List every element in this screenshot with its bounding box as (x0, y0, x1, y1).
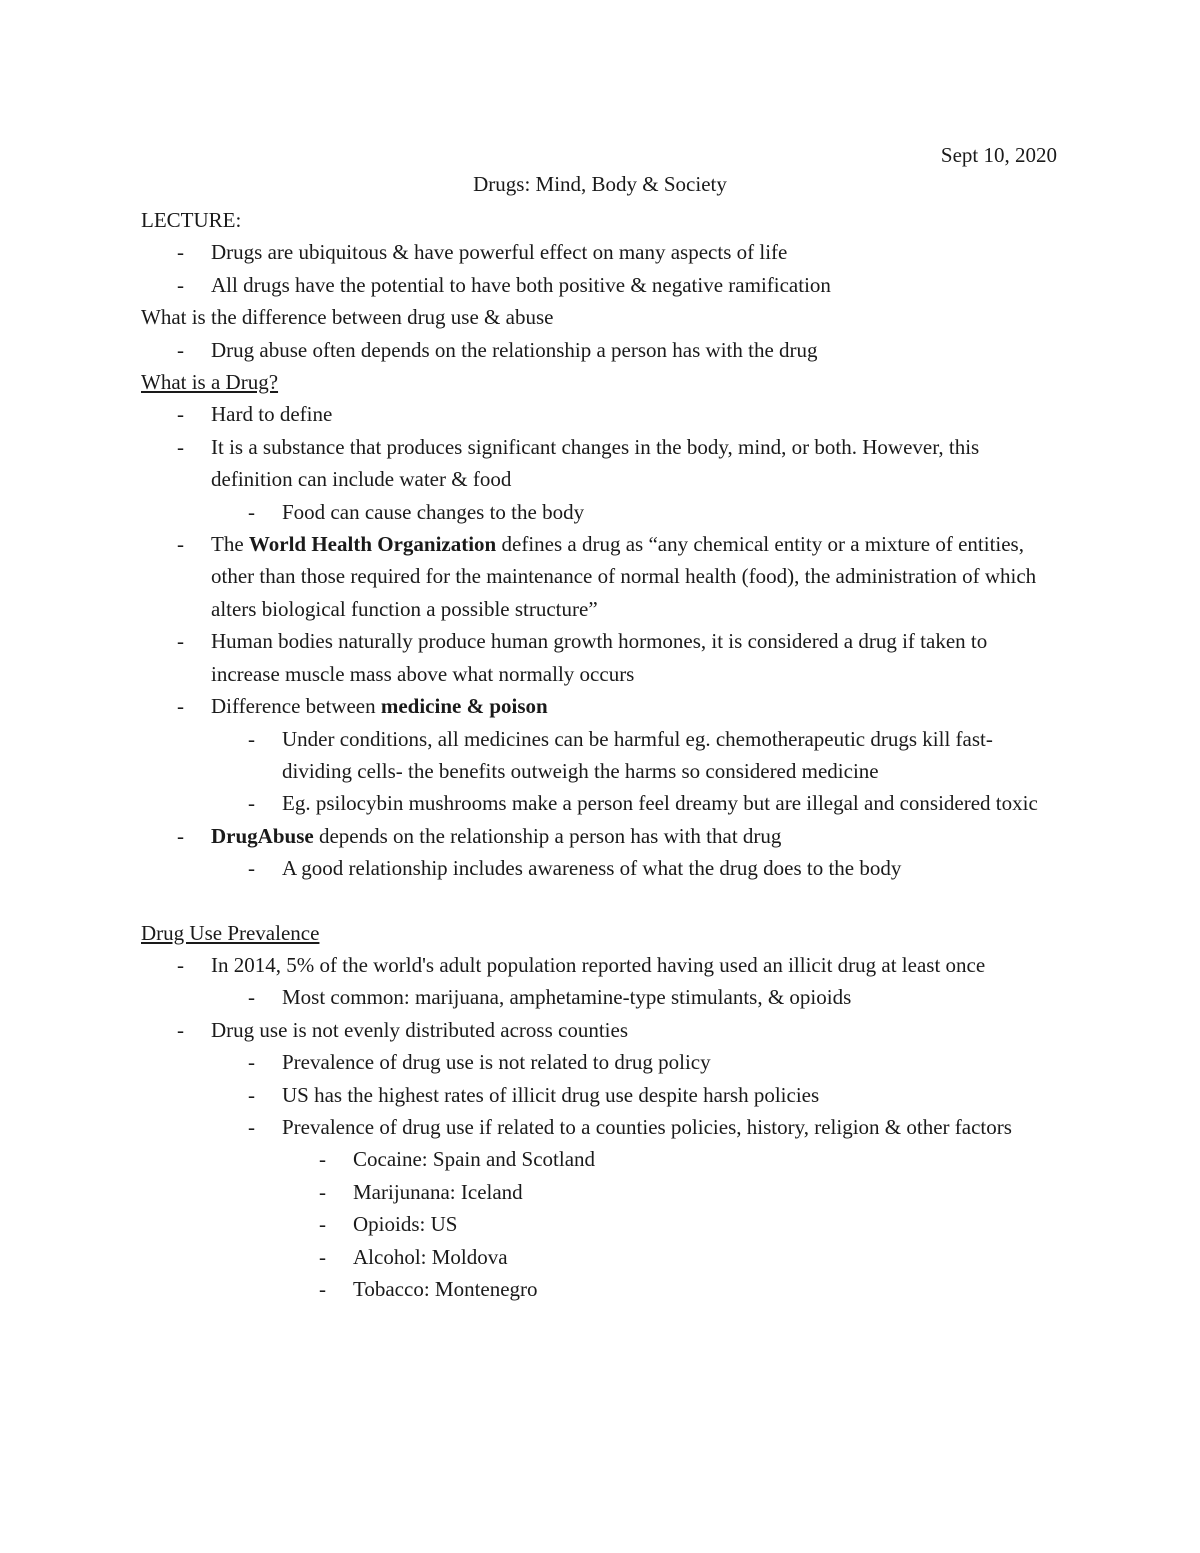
date: Sept 10, 2020 (940, 143, 1057, 167)
bullet-dash: - (177, 402, 184, 427)
list-item: - US has the highest rates of illicit drug use despite harsh policies (282, 1079, 1061, 1111)
list-item: - In 2014, 5% of the world's adult population reported having used an illicit drug at least once (211, 949, 1061, 981)
list-item-country: - Tobacco: Montenegro (353, 1273, 1061, 1305)
bullet-dash: - (248, 791, 255, 816)
bullet-dash: - (248, 499, 255, 524)
page-title: Drugs: Mind, Body & Society (473, 172, 727, 196)
bullet-dash: - (248, 1050, 255, 1075)
lecture-heading: LECTURE: (141, 208, 242, 232)
list-item: - Drugs are ubiquitous & have powerful effect on many aspects of life (211, 236, 1061, 268)
bullet-dash: - (248, 985, 255, 1010)
bullet-dash: - (248, 1114, 255, 1139)
list-item: - Most common: marijuana, amphetamine-type stimulants, & opioids (282, 981, 1061, 1013)
list-item: - Human bodies naturally produce human growth hormones, it is considered a drug if taken to increase muscle mass above what normally occurs (211, 625, 1061, 690)
bullet-dash: - (319, 1277, 326, 1301)
list-item-country: - Alcohol: Moldova (353, 1241, 1061, 1273)
list-item: - Prevalence of drug use is not related to drug policy (282, 1046, 1061, 1078)
bullet-dash: - (248, 856, 255, 881)
bullet-dash: - (319, 1244, 326, 1269)
list-item: - Eg. psilocybin mushrooms make a person feel dreamy but are illegal and considered toxic (282, 787, 1061, 819)
list-item: - Drug abuse often depends on the relationship a person has with the drug (211, 334, 1061, 366)
list-item: - DrugAbuse depends on the relationship a person has with that drug (211, 820, 1061, 852)
list-item: - Food can cause changes to the body (282, 496, 1061, 528)
section-heading-what-is-a-drug: What is a Drug? (141, 370, 279, 395)
list-item-country: - Marijunana: Iceland (353, 1176, 1061, 1208)
list-item: - Prevalence of drug use if related to a counties policies, history, religion & other factors (282, 1111, 1061, 1143)
bullet-dash: - (177, 272, 184, 297)
list-item: - All drugs have the potential to have both positive & negative ramification (211, 269, 1061, 301)
question-heading: What is the difference between drug use & abuse (141, 305, 554, 330)
bullet-dash: - (177, 952, 184, 977)
list-item: - It is a substance that produces significant changes in the body, mind, or both. However, this definition can include water & food (211, 431, 1061, 496)
list-item-country: - Opioids: US (353, 1208, 1061, 1240)
section-heading-drug-use-prevalence: Drug Use Prevalence (141, 920, 320, 945)
notes-body (141, 204, 1061, 1305)
bullet-dash: - (177, 694, 184, 719)
bullet-dash: - (248, 1082, 255, 1107)
bullet-dash: - (177, 823, 184, 848)
blank-line (141, 885, 1061, 917)
bullet-dash: - (177, 240, 184, 265)
list-item-country: - Cocaine: Spain and Scotland (353, 1143, 1061, 1175)
bullet-dash: - (177, 532, 184, 557)
bullet-dash: - (177, 629, 184, 654)
bullet-dash: - (177, 434, 184, 459)
list-item: - A good relationship includes awareness of what the drug does to the body (282, 852, 1061, 884)
list-item: - Hard to define (211, 398, 1061, 430)
bullet-dash: - (177, 337, 184, 362)
list-item: - Under conditions, all medicines can be harmful eg. chemotherapeutic drugs kill fast-dividing cells- the benefits outweigh the harms so considered medicine (282, 723, 1061, 788)
list-item: - Difference between medicine & poison (211, 690, 1061, 722)
bullet-dash: - (319, 1147, 326, 1172)
bullet-dash: - (319, 1212, 326, 1237)
list-item: - The World Health Organization defines a drug as “any chemical entity or a mixture of entities, other than those required for the maintenance of normal health (food), the administration of which alters biological function a possible structure” (211, 528, 1061, 625)
list-item: - Drug use is not evenly distributed across counties (211, 1014, 1061, 1046)
bullet-dash: - (319, 1179, 326, 1204)
bullet-dash: - (248, 726, 255, 751)
bullet-dash: - (177, 1017, 184, 1042)
